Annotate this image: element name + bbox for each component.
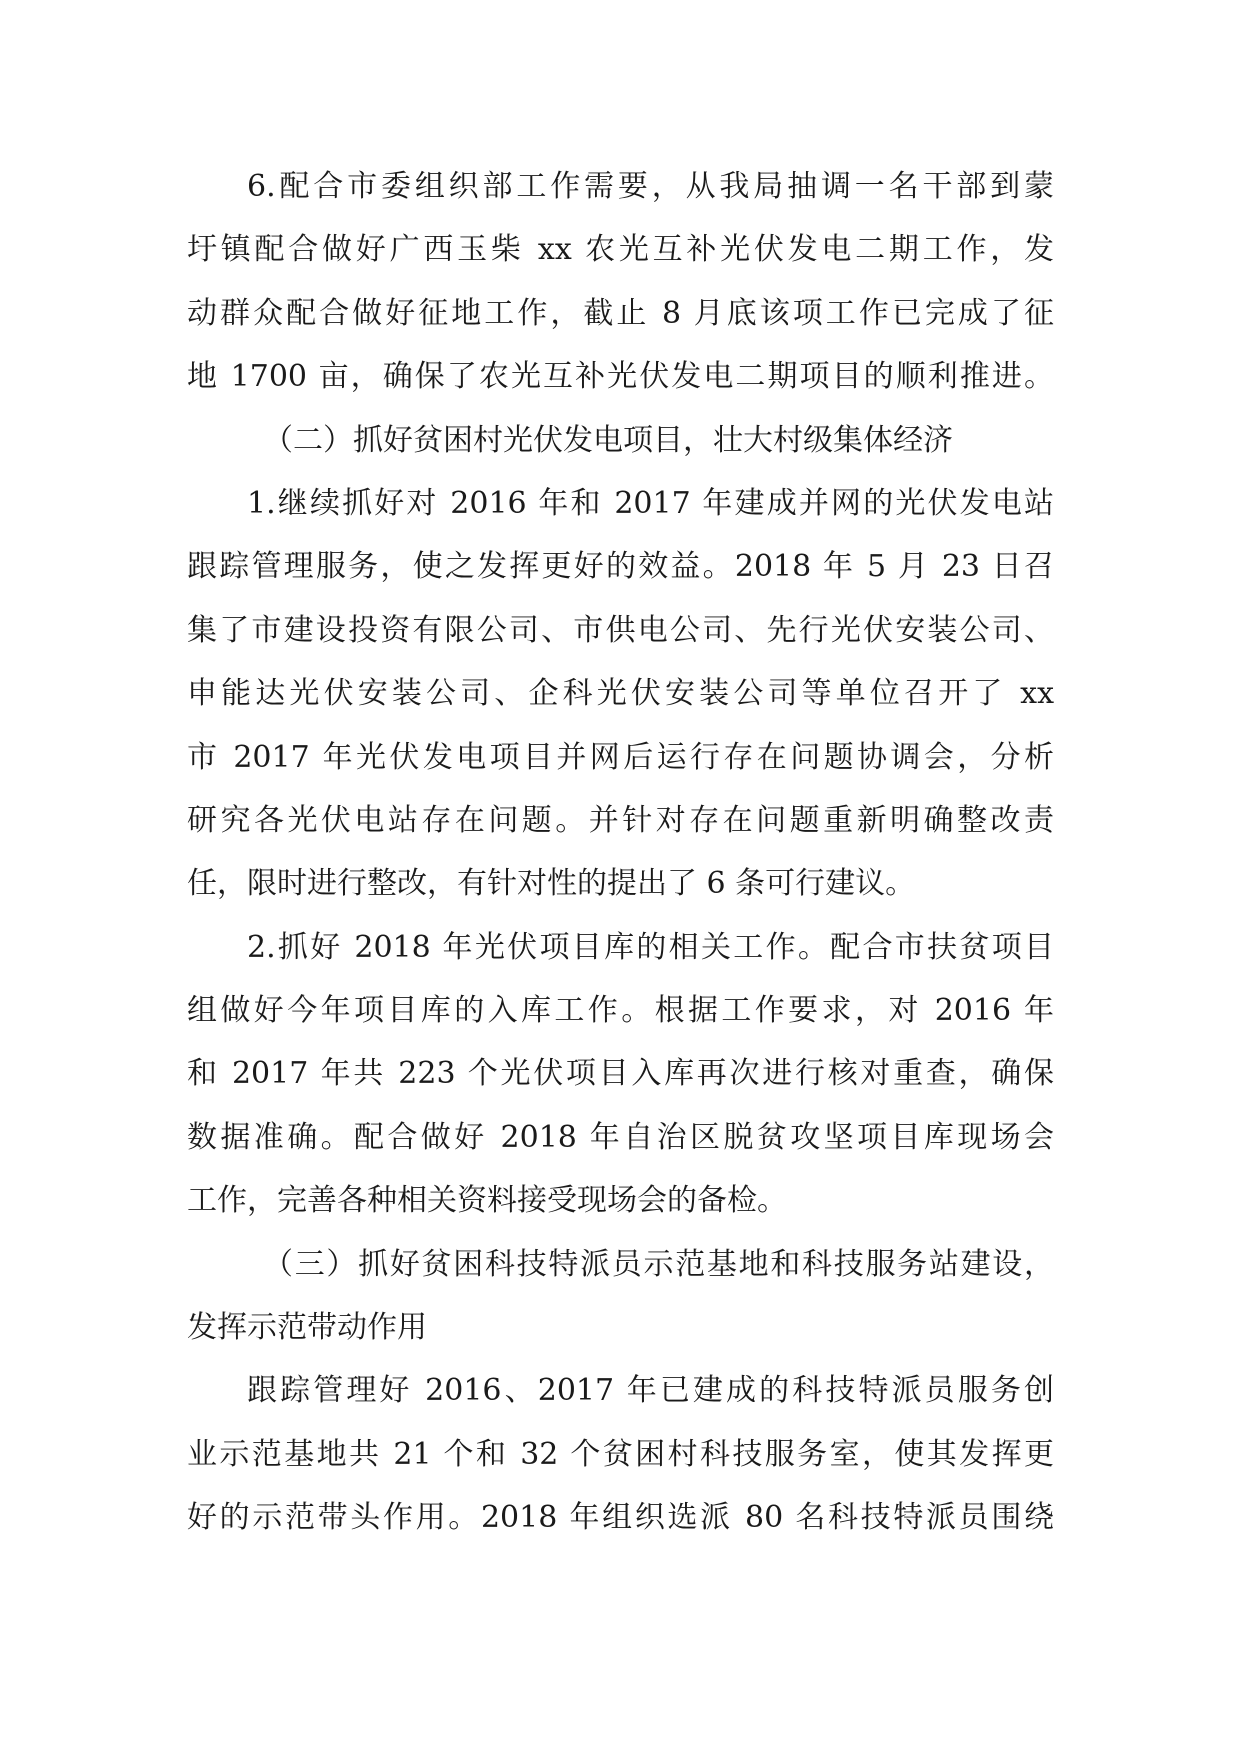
- paragraph-2-line-4: 数据准确。配合做好 2018 年自治区脱贫攻坚项目库现场会: [187, 1119, 1054, 1155]
- paragraph-2-line-1: 2.抓好 2018 年光伏项目库的相关工作。配合市扶贫项目: [247, 929, 1054, 965]
- paragraph-1-line-7: 任，限时进行整改，有针对性的提出了 6 条可行建议。: [187, 866, 916, 902]
- paragraph-1-line-3: 集了市建设投资有限公司、市供电公司、先行光伏安装公司、: [187, 612, 1054, 648]
- paragraph-2-line-2: 组做好今年项目库的入库工作。根据工作要求，对 2016 年: [187, 993, 1054, 1029]
- paragraph-1-line-4: 申能达光伏安装公司、企科光伏安装公司等单位召开了 xx: [187, 676, 1054, 712]
- paragraph-3-line-1: 跟踪管理好 2016、2017 年已建成的科技特派员服务创: [247, 1373, 1054, 1409]
- paragraph-1-line-2: 跟踪管理服务，使之发挥更好的效益。2018 年 5 月 23 日召: [187, 549, 1054, 585]
- paragraph-6-line-1: 6.配合市委组织部工作需要，从我局抽调一名干部到蒙: [247, 169, 1054, 204]
- paragraph-6-line-2: 圩镇配合做好广西玉柴 xx 农光互补光伏发电二期工作，发: [187, 232, 1054, 268]
- section-heading-3-line-2: 发挥示范带动作用: [187, 1310, 427, 1346]
- section-heading-3-line-1: （三）抓好贫困科技特派员示范基地和科技服务站建设，: [263, 1246, 1054, 1282]
- document-body: [187, 155, 1054, 1550]
- paragraph-6-line-4: 地 1700 亩，确保了农光互补光伏发电二期项目的顺利推进。: [187, 359, 1054, 395]
- section-heading-2: （二）抓好贫困村光伏发电项目，壮大村级集体经济: [263, 422, 953, 458]
- paragraph-1-line-1: 1.继续抓好对 2016 年和 2017 年建成并网的光伏发电站: [247, 485, 1054, 521]
- paragraph-6-line-3: 动群众配合做好征地工作，截止 8 月底该项工作已完成了征: [187, 295, 1054, 331]
- paragraph-2-line-5: 工作，完善各种相关资料接受现场会的备检。: [187, 1183, 787, 1219]
- paragraph-3-line-2: 业示范基地共 21 个和 32 个贫困村科技服务室，使其发挥更: [187, 1436, 1054, 1472]
- paragraph-1-line-5: 市 2017 年光伏发电项目并网后运行存在问题协调会，分析: [187, 739, 1054, 775]
- paragraph-2-line-3: 和 2017 年共 223 个光伏项目入库再次进行核对重查，确保: [187, 1056, 1054, 1092]
- paragraph-3-line-3: 好的示范带头作用。2018 年组织选派 80 名科技特派员围绕: [187, 1500, 1054, 1536]
- paragraph-1-line-6: 研究各光伏电站存在问题。并针对存在问题重新明确整改责: [187, 802, 1054, 838]
